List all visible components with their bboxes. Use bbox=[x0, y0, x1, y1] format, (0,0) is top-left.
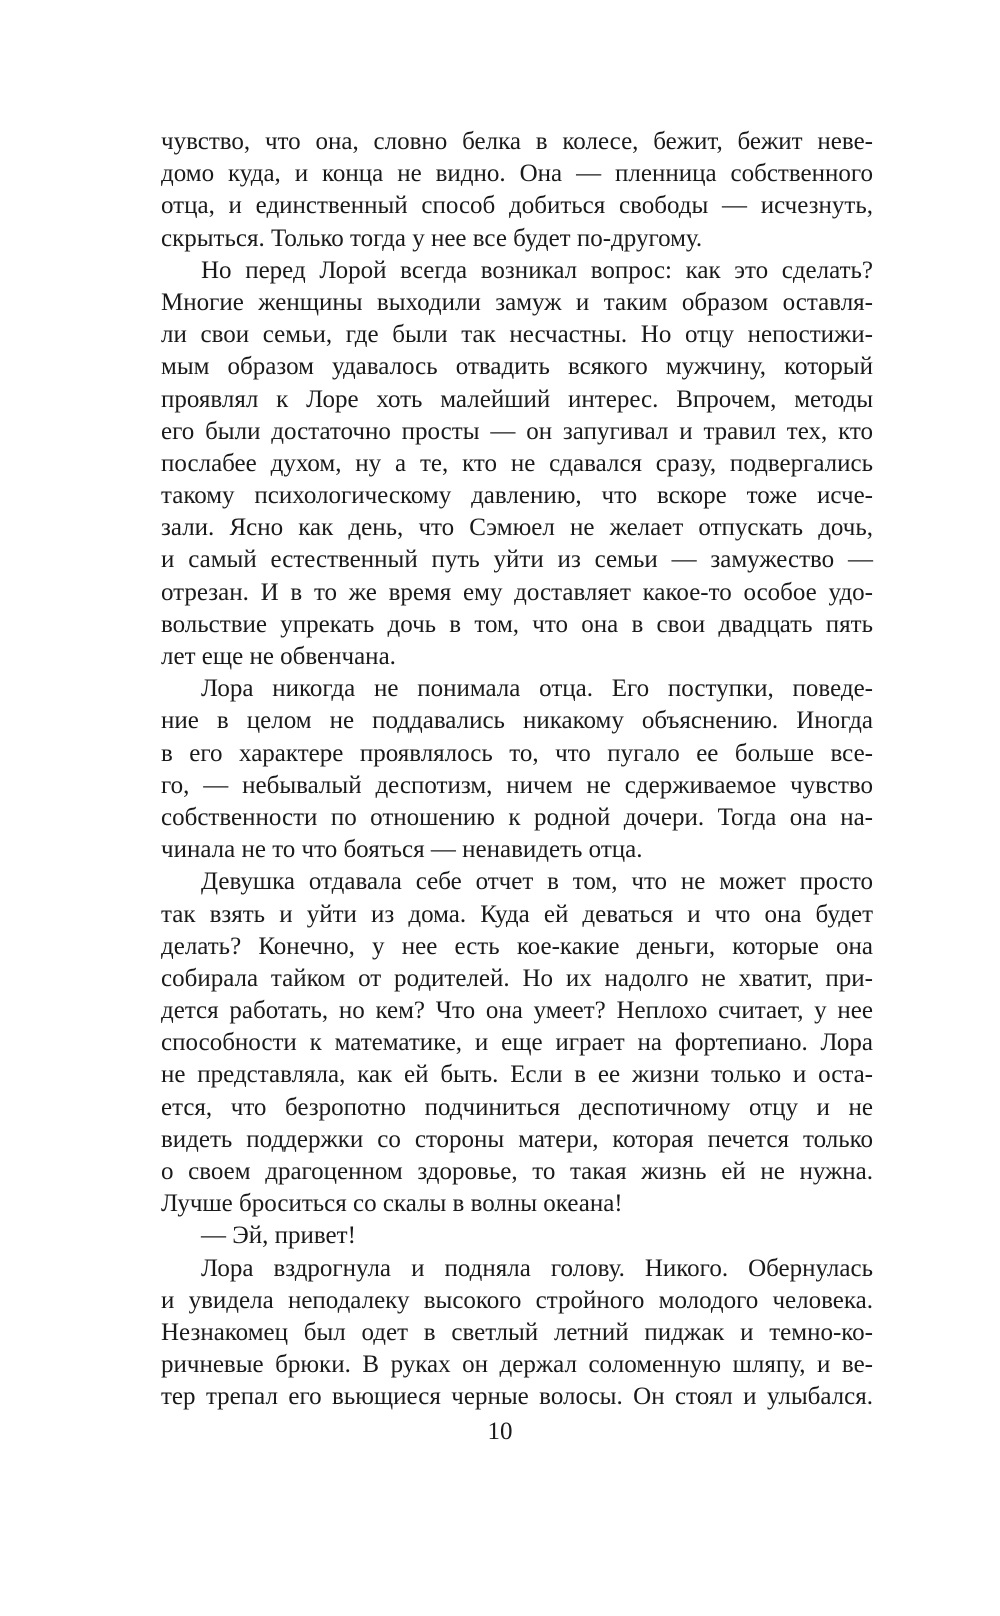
text-line: проявлял к Лоре хоть малейший интерес. Впрочем, методы bbox=[161, 385, 873, 413]
text-line: лет еще не обвенчана. bbox=[161, 643, 396, 670]
text-line: и увидела неподалеку высокого стройного молодого человека. bbox=[161, 1286, 873, 1314]
text-line: Но перед Лорой всегда возникал вопрос: как это сделать? bbox=[201, 256, 873, 284]
text-line: Лучше броситься со скалы в волны океана! bbox=[161, 1190, 623, 1218]
text-line: о своем драгоценном здоровье, то такая жизнь ей не нужна. bbox=[161, 1158, 873, 1185]
text-line: отрезан. И в то же время ему доставляет какое-то особое удо- bbox=[161, 578, 873, 606]
paragraph bbox=[161, 126, 873, 255]
paragraph bbox=[161, 1220, 873, 1252]
text-line: го, — небывалый деспотизм, ничем не сдерживаемое чувство bbox=[161, 771, 873, 799]
text-line: Девушка отдавала себе отчет в том, что не может просто bbox=[201, 868, 873, 896]
text-line: ли свои семьи, где были так несчастны. Но отцу непостижи- bbox=[161, 321, 873, 349]
text-line: чинала не то что бояться — ненавидеть отца. bbox=[161, 836, 643, 864]
paragraph bbox=[161, 673, 873, 866]
text-line: скрыться. Только тогда у нее все будет по-другому. bbox=[161, 224, 703, 252]
text-line: послабее духом, ну а те, кто не сдавался сразу, подвергались bbox=[161, 449, 873, 477]
text-line: видеть поддержки со стороны матери, которая печется только bbox=[161, 1125, 873, 1153]
text-line: такому психологическому давлению, что вскоре тоже исче- bbox=[161, 482, 873, 510]
text-line: отца, и единственный способ добиться свободы — исчезнуть, bbox=[161, 192, 873, 220]
text-line: его были достаточно просты — он запугивал и травил тех, кто bbox=[161, 417, 873, 445]
paragraph bbox=[161, 866, 873, 1220]
text-line: ричневые брюки. В руках он держал соломенную шляпу, и ве- bbox=[161, 1351, 873, 1379]
text-line: способности к математике, и еще играет на фортепиано. Лора bbox=[161, 1029, 873, 1057]
text-line: в его характере проявлялось то, что пугало ее больше все- bbox=[161, 739, 873, 767]
text-line: Многие женщины выходили замуж и таким образом оставля- bbox=[161, 288, 873, 316]
book-page-text bbox=[161, 126, 873, 1414]
text-line: собирала тайком от родителей. Но их надолго не хватит, при- bbox=[161, 964, 873, 992]
text-line: зали. Ясно как день, что Сэмюел не желает отпускать дочь, bbox=[161, 514, 873, 542]
text-line: Лора никогда не понимала отца. Его поступки, поведе- bbox=[201, 675, 873, 703]
text-line: дется работать, но кем? Что она умеет? Неплохо считает, у нее bbox=[161, 997, 873, 1025]
text-line: Лора вздрогнула и подняла голову. Никого. Обернулась bbox=[201, 1254, 873, 1282]
page-number: 10 bbox=[487, 1418, 513, 1445]
text-line: собственности по отношению к родной дочери. Тогда она на- bbox=[161, 803, 873, 831]
text-line: ние в целом не поддавались никакому объяснению. Иногда bbox=[161, 707, 873, 735]
text-line: ется, что безропотно подчиниться деспотичному отцу и не bbox=[161, 1093, 873, 1121]
paragraph bbox=[161, 1253, 873, 1414]
text-line: — Эй, привет! bbox=[201, 1222, 356, 1250]
text-line: так взять и уйти из дома. Куда ей деваться и что она будет bbox=[161, 900, 873, 928]
text-line: тер трепал его вьющиеся черные волосы. Он стоял и улыбался. bbox=[161, 1383, 873, 1411]
text-line: мым образом удавалось отвадить всякого мужчину, который bbox=[161, 353, 873, 381]
text-line: Незнакомец был одет в светлый летний пиджак и темно-ко- bbox=[161, 1318, 873, 1346]
text-line: домо куда, и конца не видно. Она — пленница собственного bbox=[161, 160, 873, 188]
text-line: делать? Конечно, у нее есть кое-какие деньги, которые она bbox=[161, 932, 873, 960]
text-line: чувство, что она, словно белка в колесе, бежит, бежит неве- bbox=[161, 128, 873, 155]
text-line: не представляла, как ей быть. Если в ее жизни только и оста- bbox=[161, 1061, 873, 1089]
paragraph bbox=[161, 255, 873, 673]
text-line: и самый естественный путь уйти из семьи — замужество — bbox=[161, 546, 873, 574]
text-line: вольствие упрекать дочь в том, что она в свои двадцать пять bbox=[161, 610, 873, 638]
